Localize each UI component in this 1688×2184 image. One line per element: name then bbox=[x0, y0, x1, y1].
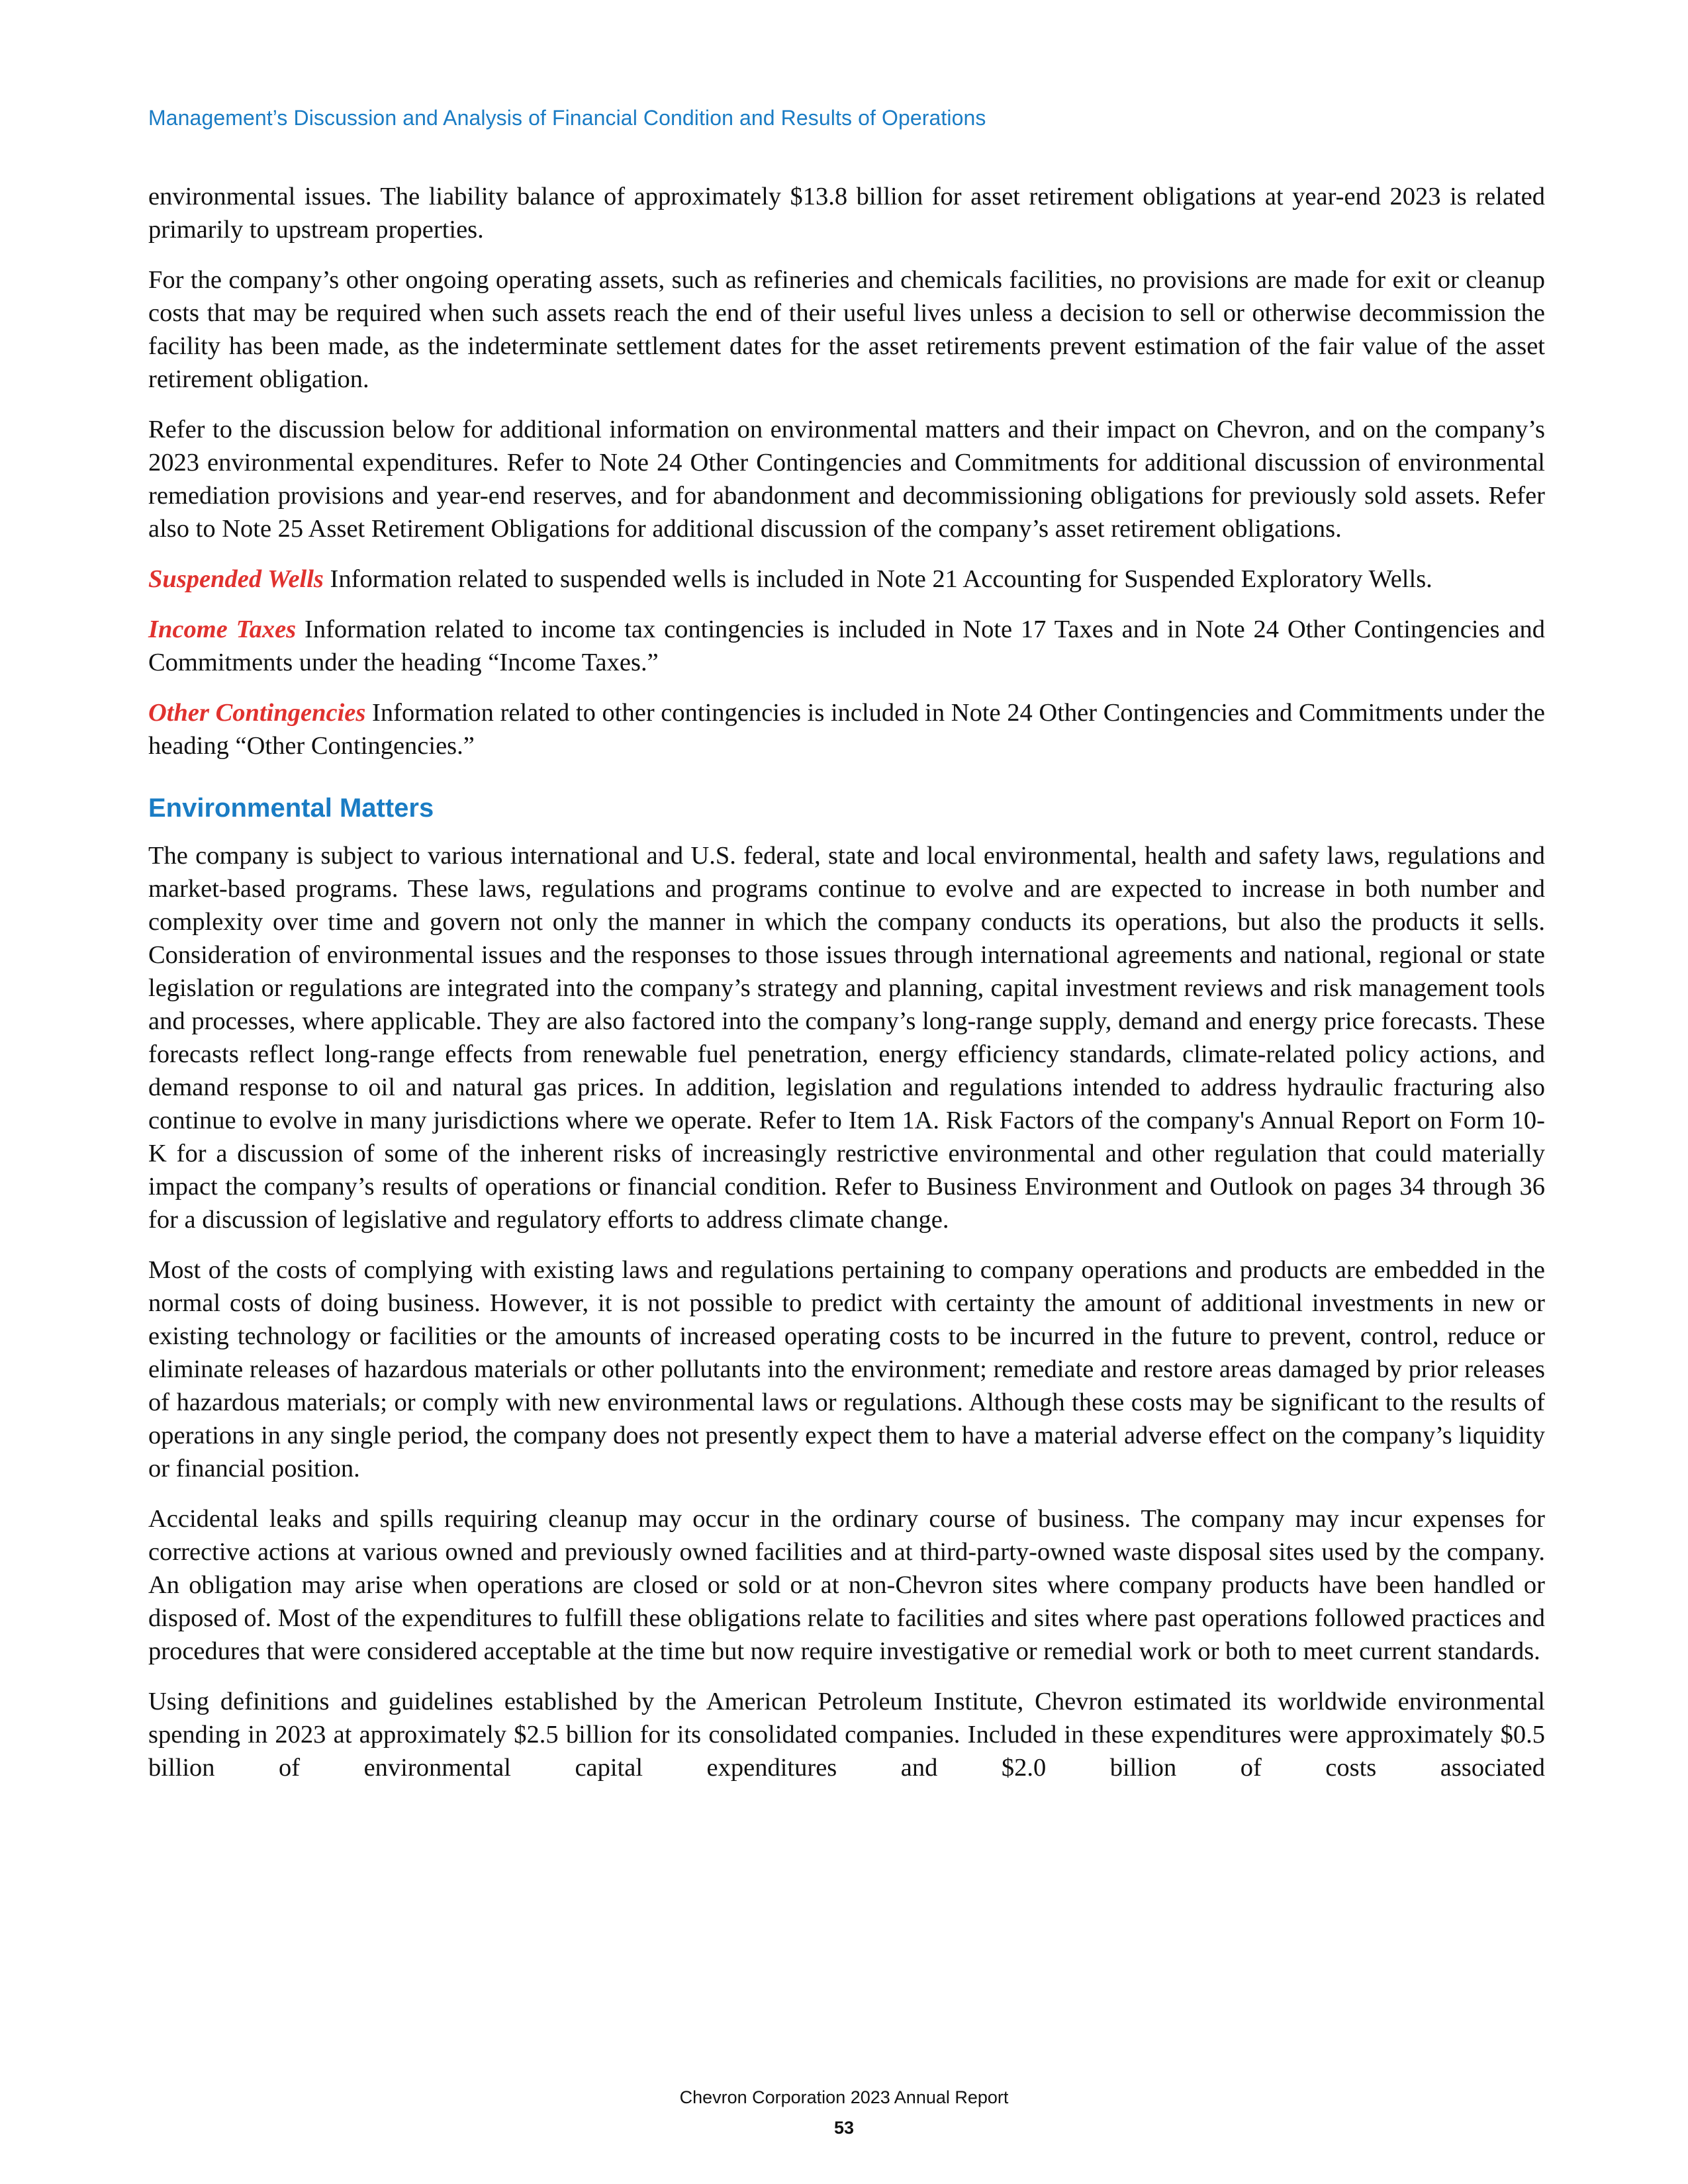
paragraph: environmental issues. The liability balance of approximately $13.8 billion for asset retirement obligations at year-end 2023 is related primarily to upstream properties. bbox=[148, 183, 1545, 244]
other-contingencies-paragraph bbox=[148, 696, 1545, 762]
page-number: 53 bbox=[833, 2118, 855, 2138]
footer-report-title: Chevron Corporation 2023 Annual Report bbox=[679, 2087, 1009, 2107]
paragraph: Refer to the discussion below for additional information on environmental matters and their impact on Chevron, and on the company’s 2023 environmental expenditures. Refer to Note 24 Other Contingencies and Commitments for additional discussion of environmental remediation provisions and year-end reserves, and for abandonment and decommissioning obligations for previously sold assets. Refer also to Note 25 Asset Retirement Obligations for additional discussion of the company’s asset retirement obligations. bbox=[148, 416, 1545, 543]
paragraph: Most of the costs of complying with existing laws and regulations pertaining to company operations and products are embedded in the normal costs of doing business. However, it is not possible to predict with certainty the amount of additional investments in new or existing technology or facilities or the amounts of increased operating costs to be incurred in the future to prevent, control, reduce or eliminate releases of hazardous materials or other pollutants into the environment; remediate and restore areas damaged by prior releases of hazardous materials; or comply with new environmental laws or regulations. Although these costs may be significant to the results of operations in any single period, the company does not presently expect them to have a material adverse effect on the company’s liquidity or financial position. bbox=[148, 1256, 1545, 1482]
paragraph: Accidental leaks and spills requiring cleanup may occur in the ordinary course of business. The company may incur expenses for corrective actions at various owned and previously owned facilities and at third-party-owned waste disposal sites used by the company. An obligation may arise when operations are closed or sold or at non-Chevron sites where company products have been handled or disposed of. Most of the expenditures to fulfill these obligations relate to facilities and sites where past operations followed practices and procedures that were considered acceptable at the time but now require investigative or remedial work or both to meet current standards. bbox=[148, 1505, 1545, 1665]
paragraph: For the company’s other ongoing operating assets, such as refineries and chemicals facilities, no provisions are made for exit or cleanup costs that may be required when such assets reach the end of their useful lives unless a decision to sell or otherwise decommission the facility has been made, as the indeterminate settlement dates for the asset retirements prevent estimation of the fair value of the asset retirement obligation. bbox=[148, 266, 1545, 393]
lead-in-suspended-wells: Suspended Wells bbox=[148, 565, 324, 593]
paragraph-text: Information related to suspended wells is included in Note 21 Accounting for Suspended Exploratory Wells. bbox=[330, 565, 1432, 593]
paragraph-text: Information related to other contingencies is included in Note 24 Other Contingencies and Commitments under the heading “Other Contingencies.” bbox=[148, 699, 1546, 760]
body-text bbox=[148, 180, 1545, 1801]
running-header: Management’s Discussion and Analysis of Financial Condition and Results of Operations bbox=[148, 106, 986, 130]
suspended-wells-paragraph bbox=[148, 563, 1545, 596]
section-heading-environmental-matters: Environmental Matters bbox=[148, 794, 434, 823]
paragraph: The company is subject to various international and U.S. federal, state and local environmental, health and safety laws, regulations and market-based programs. These laws, regulations and programs continue to evolve and are expected to increase in both number and complexity over time and govern not only the manner in which the company conducts its operations, but also the products it sells. Consideration of environmental issues and the responses to those issues through international agreements and national, regional or state legislation or regulations are integrated into the company’s strategy and planning, capital investment reviews and risk management tools and processes, where applicable. They are also factored into the company’s long-range supply, demand and energy price forecasts. These forecasts reflect long-range effects from renewable fuel penetration, energy efficiency standards, climate-related policy actions, and demand response to oil and natural gas prices. In addition, legislation and regulations intended to address hydraulic fracturing also continue to evolve in many jurisdictions where we operate. Refer to Item 1A. Risk Factors of the company's Annual Report on Form 10-K for a discussion of some of the inherent risks of increasingly restrictive environmental and other regulation that could materially impact the company’s results of operations or financial condition. Refer to Business Environment and Outlook on pages 34 through 36 for a discussion of legislative and regulatory efforts to address climate change. bbox=[148, 842, 1545, 1234]
income-taxes-paragraph bbox=[148, 613, 1545, 679]
paragraph: Using definitions and guidelines established by the American Petroleum Institute, Chevron estimated its worldwide environmental spending in 2023 at approximately $2.5 billion for its consolidated companies. Included in these expenditures were approximately $0.5 billion of environmental capital expenditures and $2.0 billion of costs associated bbox=[148, 1688, 1545, 1782]
lead-in-income-taxes: Income Taxes bbox=[148, 615, 297, 643]
lead-in-other-contingencies: Other Contingencies bbox=[148, 699, 366, 727]
paragraph-text: Information related to income tax contingencies is included in Note 17 Taxes and in Note 24 Other Contingencies and Commitments under the heading “Income Taxes.” bbox=[148, 615, 1546, 676]
